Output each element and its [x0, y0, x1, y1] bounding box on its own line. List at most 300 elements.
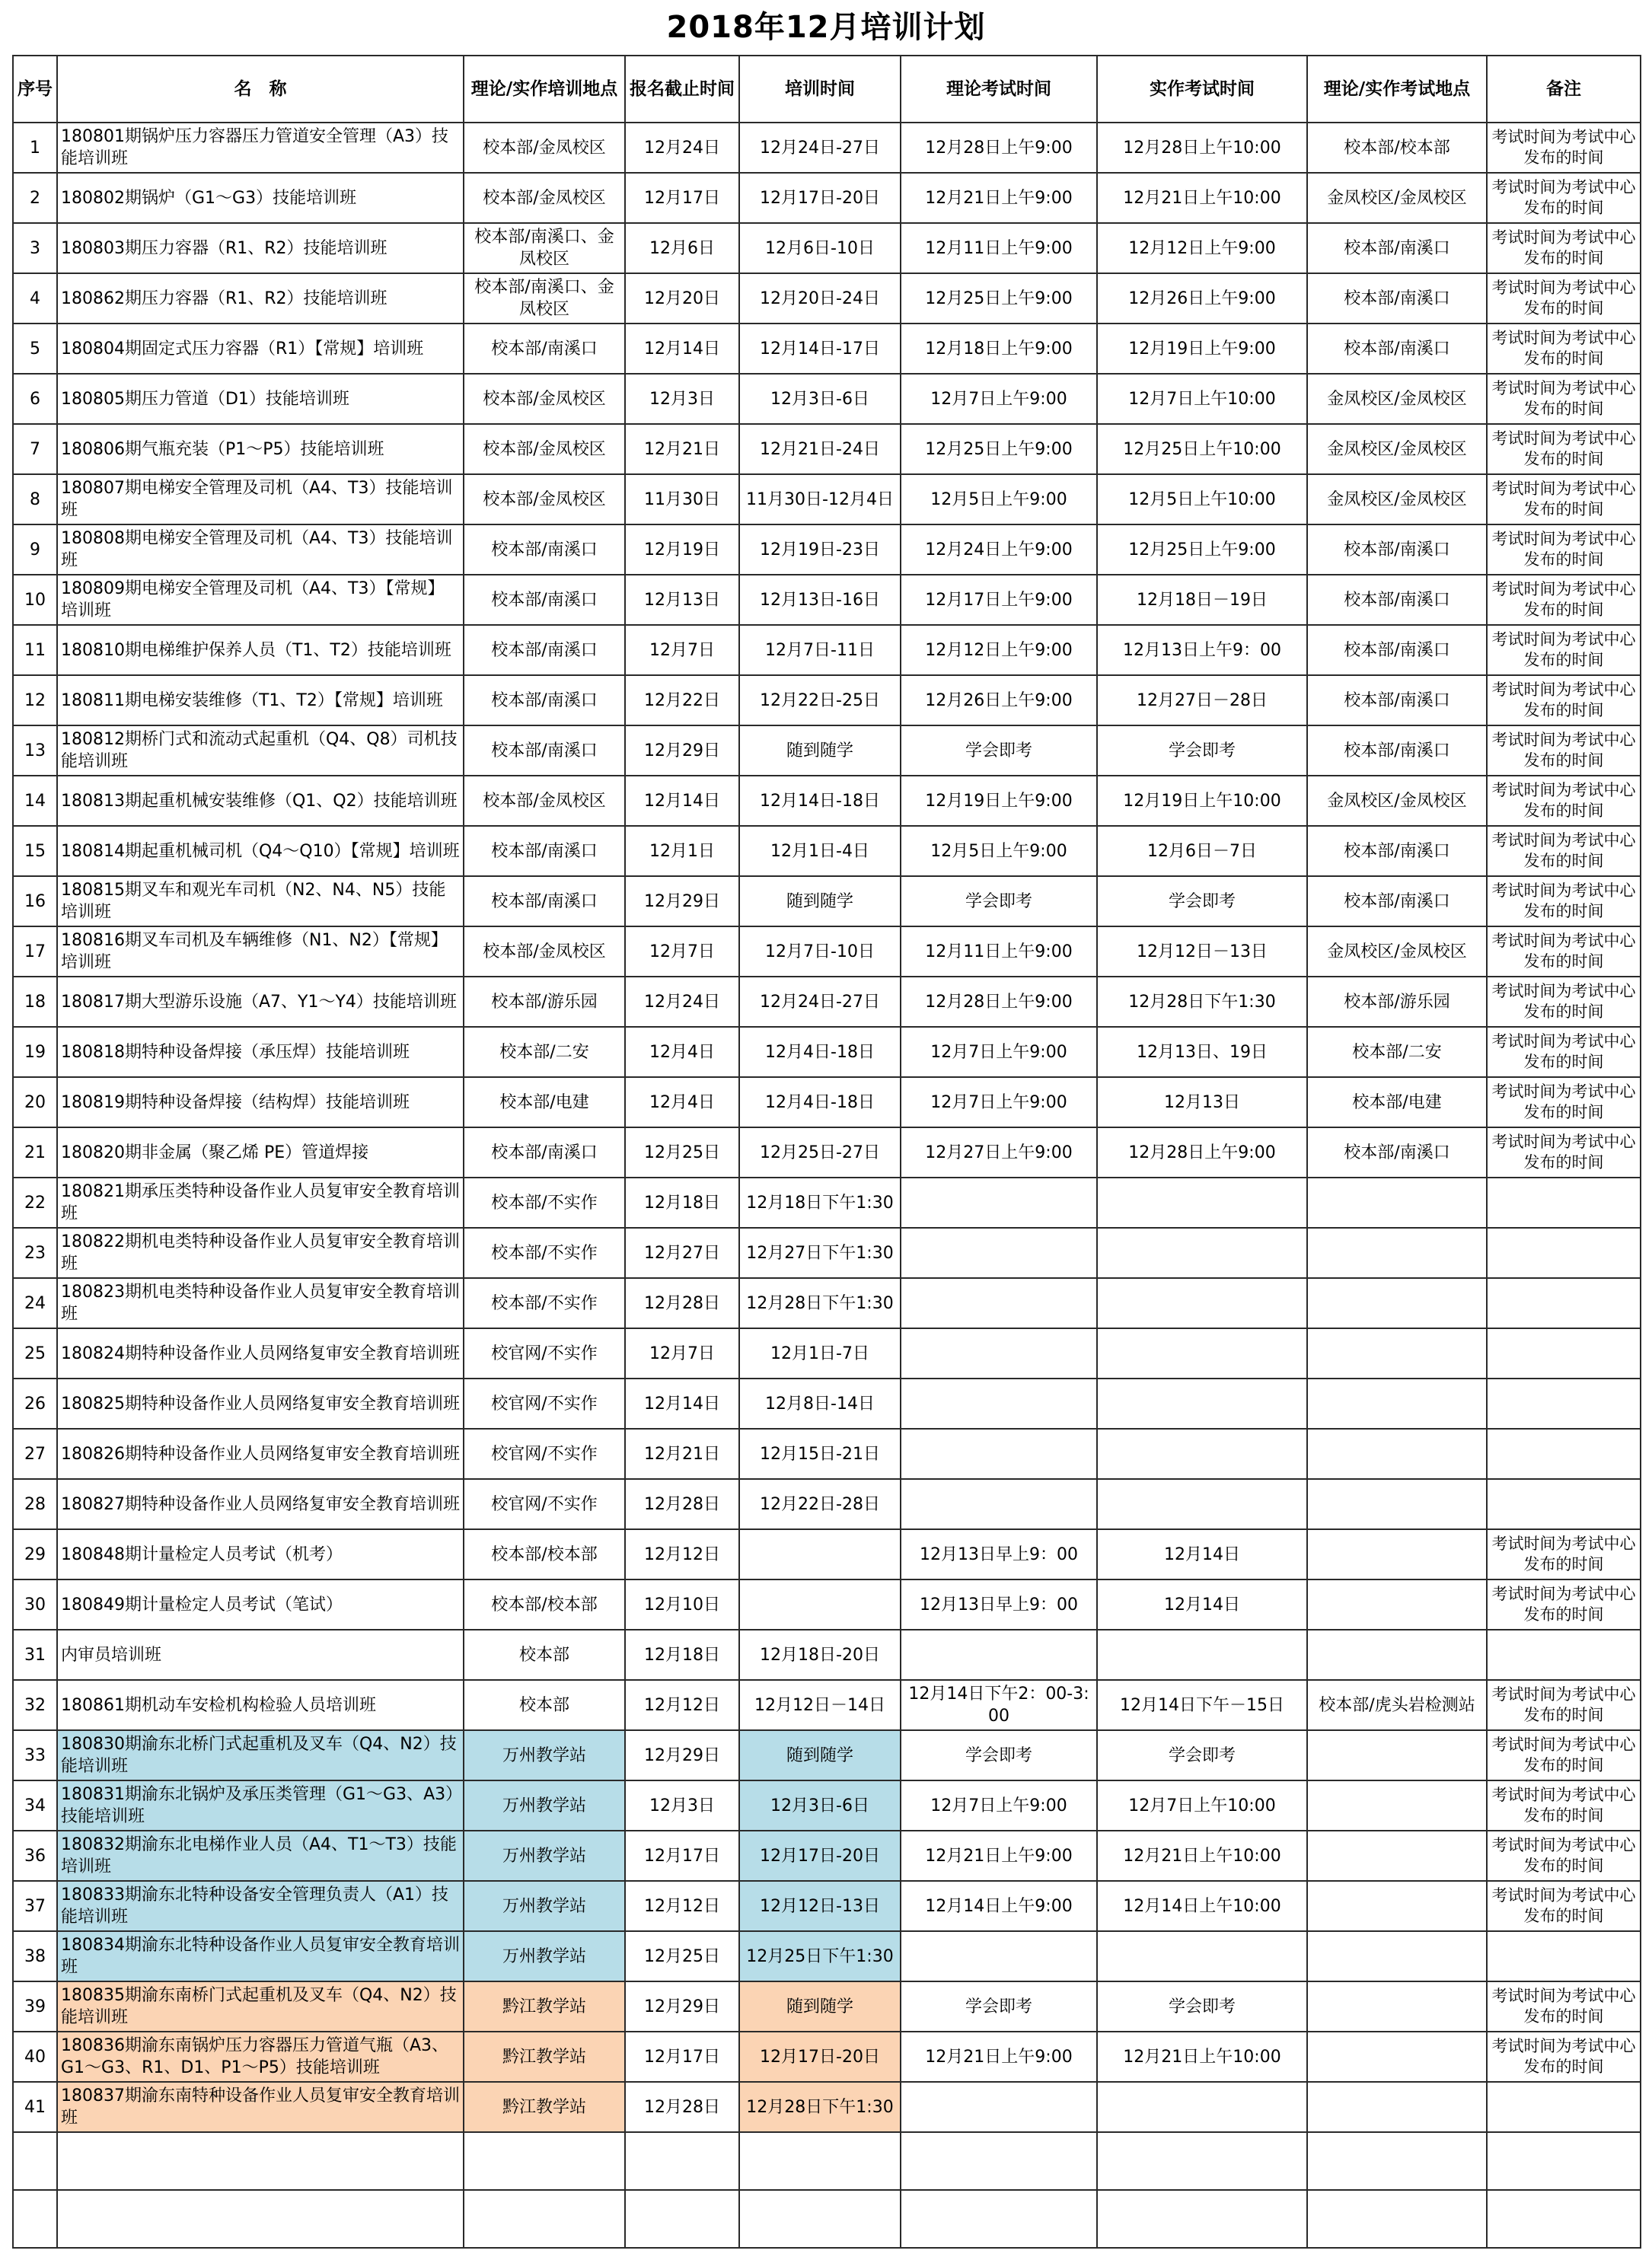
- cell-location: 校官网/不实作: [464, 1429, 625, 1479]
- cell-training-time: 12月1日-4日: [739, 826, 901, 876]
- cell-theory-exam: 12月12日上午9:00: [901, 625, 1097, 675]
- cell-no: 8: [13, 474, 57, 524]
- cell-deadline: 12月4日: [625, 1077, 739, 1127]
- table-row: [13, 1881, 1641, 1931]
- blank-cell: [464, 2190, 625, 2248]
- cell-deadline: 12月4日: [625, 1027, 739, 1077]
- cell-location: 校本部/金凤校区: [464, 374, 625, 424]
- cell-deadline: 12月12日: [625, 1680, 739, 1730]
- cell-no: 22: [13, 1178, 57, 1228]
- cell-training-time: 随到随学: [739, 1981, 901, 2032]
- cell-training-time: 12月6日-10日: [739, 223, 901, 273]
- cell-practical-exam: [1097, 1630, 1307, 1680]
- cell-deadline: 12月21日: [625, 1429, 739, 1479]
- cell-note: [1487, 2082, 1641, 2132]
- cell-training-time: 12月25日下午1:30: [739, 1931, 901, 1981]
- blank-cell: [901, 2132, 1097, 2190]
- cell-name: 180815期叉车和观光车司机（N2、N4、N5）技能培训班: [57, 876, 464, 926]
- cell-training-time: [739, 1579, 901, 1630]
- cell-no: 17: [13, 926, 57, 977]
- cell-practical-exam: 12月18日－19日: [1097, 575, 1307, 625]
- cell-training-time: 12月20日-24日: [739, 273, 901, 324]
- cell-note: [1487, 1178, 1641, 1228]
- cell-practical-exam: 12月28日上午9:00: [1097, 1127, 1307, 1178]
- cell-no: 14: [13, 776, 57, 826]
- cell-location: 校本部/南溪口: [464, 876, 625, 926]
- cell-note: 考试时间为考试中心发布的时间: [1487, 123, 1641, 173]
- blank-cell: [1307, 2190, 1487, 2248]
- table-row: [13, 1831, 1641, 1881]
- cell-location: 校本部/校本部: [464, 1529, 625, 1579]
- cell-no: 23: [13, 1228, 57, 1278]
- cell-theory-exam: 12月11日上午9:00: [901, 223, 1097, 273]
- cell-note: 考试时间为考试中心发布的时间: [1487, 876, 1641, 926]
- cell-exam-location: 校本部/南溪口: [1307, 1127, 1487, 1178]
- cell-name: 180825期特种设备作业人员网络复审安全教育培训班: [57, 1379, 464, 1429]
- cell-deadline: 12月3日: [625, 1780, 739, 1831]
- cell-theory-exam: 12月13日早上9：00: [901, 1529, 1097, 1579]
- cell-no: 31: [13, 1630, 57, 1680]
- cell-location: 万州教学站: [464, 1881, 625, 1931]
- blank-cell: [625, 2190, 739, 2248]
- cell-training-time: 12月3日-6日: [739, 374, 901, 424]
- cell-note: 考试时间为考试中心发布的时间: [1487, 524, 1641, 575]
- blank-cell: [1097, 2132, 1307, 2190]
- cell-practical-exam: [1097, 1178, 1307, 1228]
- cell-location: 校本部/南溪口: [464, 524, 625, 575]
- cell-deadline: 12月27日: [625, 1228, 739, 1278]
- cell-training-time: 12月7日-11日: [739, 625, 901, 675]
- table-row: [13, 1479, 1641, 1529]
- cell-deadline: 12月22日: [625, 675, 739, 725]
- cell-note: 考试时间为考试中心发布的时间: [1487, 1981, 1641, 2032]
- cell-note: 考试时间为考试中心发布的时间: [1487, 424, 1641, 474]
- cell-practical-exam: [1097, 1228, 1307, 1278]
- cell-deadline: 12月17日: [625, 2032, 739, 2082]
- cell-practical-exam: 学会即考: [1097, 1981, 1307, 2032]
- cell-location: 校本部/不实作: [464, 1278, 625, 1328]
- table-row: [13, 173, 1641, 223]
- cell-theory-exam: [901, 1630, 1097, 1680]
- cell-practical-exam: 12月14日下午－15日: [1097, 1680, 1307, 1730]
- cell-name: 180816期叉车司机及车辆维修（N1、N2）【常规】培训班: [57, 926, 464, 977]
- table-row: [13, 123, 1641, 173]
- table-row: [13, 1579, 1641, 1630]
- cell-location: 校本部/校本部: [464, 1579, 625, 1630]
- cell-practical-exam: 12月13日上午9：00: [1097, 625, 1307, 675]
- cell-deadline: 12月29日: [625, 876, 739, 926]
- cell-deadline: 12月17日: [625, 173, 739, 223]
- cell-deadline: 11月30日: [625, 474, 739, 524]
- cell-practical-exam: 12月19日上午9:00: [1097, 324, 1307, 374]
- table-row: [13, 1278, 1641, 1328]
- cell-note: 考试时间为考试中心发布的时间: [1487, 324, 1641, 374]
- cell-note: [1487, 1479, 1641, 1529]
- cell-no: 33: [13, 1730, 57, 1780]
- cell-name: 180836期渝东南锅炉压力容器压力管道气瓶（A3、G1～G3、R1、D1、P1～P5）技能培训班: [57, 2032, 464, 2082]
- cell-training-time: 12月12日-13日: [739, 1881, 901, 1931]
- cell-note: 考试时间为考试中心发布的时间: [1487, 1529, 1641, 1579]
- cell-name: 180837期渝东南特种设备作业人员复审安全教育培训班: [57, 2082, 464, 2132]
- cell-exam-location: [1307, 1881, 1487, 1931]
- cell-note: 考试时间为考试中心发布的时间: [1487, 1077, 1641, 1127]
- cell-practical-exam: 12月25日上午9:00: [1097, 524, 1307, 575]
- cell-location: 万州教学站: [464, 1931, 625, 1981]
- cell-exam-location: [1307, 2082, 1487, 2132]
- cell-theory-exam: [901, 1479, 1097, 1529]
- cell-exam-location: [1307, 1479, 1487, 1529]
- cell-name: 180808期电梯安全管理及司机（A4、T3）技能培训班: [57, 524, 464, 575]
- cell-no: 11: [13, 625, 57, 675]
- cell-training-time: 12月8日-14日: [739, 1379, 901, 1429]
- cell-location: 校本部/电建: [464, 1077, 625, 1127]
- cell-exam-location: [1307, 1278, 1487, 1328]
- cell-note: 考试时间为考试中心发布的时间: [1487, 977, 1641, 1027]
- cell-training-time: 12月25日-27日: [739, 1127, 901, 1178]
- cell-note: 考试时间为考试中心发布的时间: [1487, 826, 1641, 876]
- table-row: [13, 1931, 1641, 1981]
- blank-cell: [57, 2190, 464, 2248]
- cell-theory-exam: [901, 2082, 1097, 2132]
- cell-theory-exam: 12月17日上午9:00: [901, 575, 1097, 625]
- cell-no: 15: [13, 826, 57, 876]
- cell-training-time: 12月14日-17日: [739, 324, 901, 374]
- cell-deadline: 12月21日: [625, 424, 739, 474]
- cell-name: 180817期大型游乐设施（A7、Y1～Y4）技能培训班: [57, 977, 464, 1027]
- cell-exam-location: 校本部/虎头岩检测站: [1307, 1680, 1487, 1730]
- cell-exam-location: [1307, 1630, 1487, 1680]
- cell-location: 校本部/金凤校区: [464, 424, 625, 474]
- cell-deadline: 12月6日: [625, 223, 739, 273]
- cell-name: 180804期固定式压力容器（R1）【常规】培训班: [57, 324, 464, 374]
- cell-deadline: 12月1日: [625, 826, 739, 876]
- page-title: 2018年12月培训计划: [666, 10, 986, 45]
- cell-deadline: 12月28日: [625, 2082, 739, 2132]
- cell-practical-exam: 12月7日上午10:00: [1097, 1780, 1307, 1831]
- cell-theory-exam: 12月24日上午9:00: [901, 524, 1097, 575]
- cell-location: 校本部/南溪口、金凤校区: [464, 223, 625, 273]
- cell-practical-exam: 12月7日上午10:00: [1097, 374, 1307, 424]
- cell-name: 180861期机动车安检机构检验人员培训班: [57, 1680, 464, 1730]
- cell-training-time: 随到随学: [739, 725, 901, 776]
- cell-name: 180802期锅炉（G1～G3）技能培训班: [57, 173, 464, 223]
- cell-exam-location: 金凤校区/金凤校区: [1307, 374, 1487, 424]
- blank-cell: [739, 2190, 901, 2248]
- cell-deadline: 12月13日: [625, 575, 739, 625]
- cell-theory-exam: 学会即考: [901, 1981, 1097, 2032]
- blank-cell: [625, 2132, 739, 2190]
- cell-theory-exam: 学会即考: [901, 1730, 1097, 1780]
- cell-practical-exam: 12月25日上午10:00: [1097, 424, 1307, 474]
- cell-deadline: 12月19日: [625, 524, 739, 575]
- blank-cell: [739, 2132, 901, 2190]
- table-row: [13, 1379, 1641, 1429]
- cell-practical-exam: 12月13日: [1097, 1077, 1307, 1127]
- cell-deadline: 12月17日: [625, 1831, 739, 1881]
- cell-practical-exam: 12月19日上午10:00: [1097, 776, 1307, 826]
- cell-name: 180824期特种设备作业人员网络复审安全教育培训班: [57, 1328, 464, 1379]
- cell-no: 37: [13, 1881, 57, 1931]
- cell-no: 24: [13, 1278, 57, 1328]
- cell-training-time: 12月1日-7日: [739, 1328, 901, 1379]
- cell-note: 考试时间为考试中心发布的时间: [1487, 1579, 1641, 1630]
- cell-practical-exam: [1097, 1379, 1307, 1429]
- cell-practical-exam: 12月26日上午9:00: [1097, 273, 1307, 324]
- cell-note: 考试时间为考试中心发布的时间: [1487, 1680, 1641, 1730]
- cell-deadline: 12月7日: [625, 625, 739, 675]
- cell-exam-location: 金凤校区/金凤校区: [1307, 424, 1487, 474]
- table-row: [13, 2032, 1641, 2082]
- cell-location: 校本部/金凤校区: [464, 474, 625, 524]
- cell-no: 16: [13, 876, 57, 926]
- blank-cell: [1097, 2190, 1307, 2248]
- cell-practical-exam: [1097, 1278, 1307, 1328]
- header-cell-practical-exam: 实作考试时间: [1097, 56, 1307, 123]
- table-row: [13, 926, 1641, 977]
- cell-training-time: 12月24日-27日: [739, 977, 901, 1027]
- cell-name: 180834期渝东北特种设备作业人员复审安全教育培训班: [57, 1931, 464, 1981]
- cell-exam-location: [1307, 1780, 1487, 1831]
- cell-location: 校官网/不实作: [464, 1328, 625, 1379]
- cell-no: 20: [13, 1077, 57, 1127]
- table-row: [13, 1228, 1641, 1278]
- cell-practical-exam: 12月21日上午10:00: [1097, 2032, 1307, 2082]
- cell-name: 180809期电梯安全管理及司机（A4、T3）【常规】培训班: [57, 575, 464, 625]
- cell-training-time: 12月14日-18日: [739, 776, 901, 826]
- cell-deadline: 12月28日: [625, 1278, 739, 1328]
- cell-deadline: 12月28日: [625, 1479, 739, 1529]
- cell-note: 考试时间为考试中心发布的时间: [1487, 273, 1641, 324]
- cell-training-time: 12月24日-27日: [739, 123, 901, 173]
- cell-no: 41: [13, 2082, 57, 2132]
- cell-location: 校本部/不实作: [464, 1228, 625, 1278]
- cell-practical-exam: 12月14日: [1097, 1529, 1307, 1579]
- cell-note: [1487, 1278, 1641, 1328]
- cell-no: 38: [13, 1931, 57, 1981]
- cell-exam-location: [1307, 1228, 1487, 1278]
- cell-theory-exam: 12月7日上午9:00: [901, 1077, 1097, 1127]
- cell-exam-location: 校本部/南溪口: [1307, 524, 1487, 575]
- cell-note: 考试时间为考试中心发布的时间: [1487, 223, 1641, 273]
- cell-theory-exam: 12月7日上午9:00: [901, 374, 1097, 424]
- table-row: [13, 1077, 1641, 1127]
- cell-training-time: 12月27日下午1:30: [739, 1228, 901, 1278]
- blank-cell: [1487, 2190, 1641, 2248]
- cell-note: 考试时间为考试中心发布的时间: [1487, 675, 1641, 725]
- cell-no: 34: [13, 1780, 57, 1831]
- cell-no: 19: [13, 1027, 57, 1077]
- cell-note: 考试时间为考试中心发布的时间: [1487, 173, 1641, 223]
- cell-theory-exam: 12月25日上午9:00: [901, 273, 1097, 324]
- cell-practical-exam: 12月6日－7日: [1097, 826, 1307, 876]
- cell-theory-exam: [901, 1429, 1097, 1479]
- cell-exam-location: 校本部/南溪口: [1307, 876, 1487, 926]
- cell-name: 180826期特种设备作业人员网络复审安全教育培训班: [57, 1429, 464, 1479]
- cell-no: 6: [13, 374, 57, 424]
- cell-practical-exam: 12月12日－13日: [1097, 926, 1307, 977]
- cell-training-time: 12月21日-24日: [739, 424, 901, 474]
- table-row: [13, 776, 1641, 826]
- cell-theory-exam: 12月25日上午9:00: [901, 424, 1097, 474]
- cell-exam-location: 校本部/校本部: [1307, 123, 1487, 173]
- cell-theory-exam: 12月21日上午9:00: [901, 2032, 1097, 2082]
- cell-exam-location: 校本部/南溪口: [1307, 273, 1487, 324]
- blank-cell: [13, 2190, 57, 2248]
- cell-theory-exam: 12月11日上午9:00: [901, 926, 1097, 977]
- cell-exam-location: 金凤校区/金凤校区: [1307, 173, 1487, 223]
- cell-no: 9: [13, 524, 57, 575]
- cell-note: [1487, 1379, 1641, 1429]
- blank-row: [13, 2132, 1641, 2190]
- table-row: [13, 474, 1641, 524]
- table-row: [13, 1178, 1641, 1228]
- cell-exam-location: 校本部/游乐园: [1307, 977, 1487, 1027]
- header-cell-exam-location: 理论/实作考试地点: [1307, 56, 1487, 123]
- table-row: [13, 223, 1641, 273]
- cell-deadline: 12月29日: [625, 725, 739, 776]
- cell-theory-exam: 12月7日上午9:00: [901, 1780, 1097, 1831]
- cell-note: [1487, 1931, 1641, 1981]
- cell-practical-exam: [1097, 1931, 1307, 1981]
- cell-practical-exam: 12月14日上午10:00: [1097, 1881, 1307, 1931]
- cell-theory-exam: [901, 1178, 1097, 1228]
- cell-no: 27: [13, 1429, 57, 1479]
- cell-location: 校官网/不实作: [464, 1379, 625, 1429]
- header-cell-theory-exam: 理论考试时间: [901, 56, 1097, 123]
- training-plan-table: [12, 55, 1641, 2249]
- cell-location: 校本部/不实作: [464, 1178, 625, 1228]
- cell-name: 180848期计量检定人员考试（机考）: [57, 1529, 464, 1579]
- table-row: [13, 575, 1641, 625]
- cell-name: 180831期渝东北锅炉及承压类管理（G1～G3、A3）技能培训班: [57, 1780, 464, 1831]
- cell-no: 5: [13, 324, 57, 374]
- cell-training-time: 12月18日下午1:30: [739, 1178, 901, 1228]
- cell-no: 28: [13, 1479, 57, 1529]
- cell-name: 180811期电梯安装维修（T1、T2）【常规】培训班: [57, 675, 464, 725]
- cell-deadline: 12月14日: [625, 324, 739, 374]
- cell-practical-exam: 12月13日、19日: [1097, 1027, 1307, 1077]
- cell-training-time: 12月28日下午1:30: [739, 2082, 901, 2132]
- cell-note: [1487, 1630, 1641, 1680]
- cell-no: 39: [13, 1981, 57, 2032]
- table-row: [13, 1127, 1641, 1178]
- cell-name: 180819期特种设备焊接（结构焊）技能培训班: [57, 1077, 464, 1127]
- cell-training-time: 12月28日下午1:30: [739, 1278, 901, 1328]
- table-row: [13, 725, 1641, 776]
- cell-location: 校本部/南溪口: [464, 1127, 625, 1178]
- blank-row: [13, 2190, 1641, 2248]
- cell-deadline: 12月29日: [625, 1981, 739, 2032]
- cell-location: 校本部/二安: [464, 1027, 625, 1077]
- cell-exam-location: 金凤校区/金凤校区: [1307, 474, 1487, 524]
- cell-training-time: 12月12日－14日: [739, 1680, 901, 1730]
- cell-practical-exam: [1097, 1429, 1307, 1479]
- cell-deadline: 12月29日: [625, 1730, 739, 1780]
- cell-practical-exam: [1097, 1328, 1307, 1379]
- cell-practical-exam: [1097, 1479, 1307, 1529]
- cell-exam-location: 校本部/电建: [1307, 1077, 1487, 1127]
- cell-location: 黔江教学站: [464, 2082, 625, 2132]
- cell-practical-exam: 12月21日上午10:00: [1097, 1831, 1307, 1881]
- cell-name: 180812期桥门式和流动式起重机（Q4、Q8）司机技能培训班: [57, 725, 464, 776]
- table-row: [13, 424, 1641, 474]
- table-row: [13, 1328, 1641, 1379]
- cell-no: 30: [13, 1579, 57, 1630]
- cell-location: 万州教学站: [464, 1780, 625, 1831]
- header-row: [13, 56, 1641, 123]
- cell-theory-exam: 12月21日上午9:00: [901, 1831, 1097, 1881]
- table-row: [13, 977, 1641, 1027]
- table-row: [13, 1529, 1641, 1579]
- cell-name: 180801期锅炉压力容器压力管道安全管理（A3）技能培训班: [57, 123, 464, 173]
- cell-no: 21: [13, 1127, 57, 1178]
- cell-theory-exam: 12月7日上午9:00: [901, 1027, 1097, 1077]
- header-cell-training-time: 培训时间: [739, 56, 901, 123]
- cell-exam-location: 校本部/南溪口: [1307, 725, 1487, 776]
- cell-exam-location: 校本部/南溪口: [1307, 223, 1487, 273]
- blank-cell: [901, 2190, 1097, 2248]
- cell-name: 180862期压力容器（R1、R2）技能培训班: [57, 273, 464, 324]
- cell-exam-location: 金凤校区/金凤校区: [1307, 926, 1487, 977]
- cell-location: 校本部/南溪口: [464, 575, 625, 625]
- cell-practical-exam: 学会即考: [1097, 725, 1307, 776]
- table-row: [13, 826, 1641, 876]
- cell-name: 180803期压力容器（R1、R2）技能培训班: [57, 223, 464, 273]
- cell-name: 180822期机电类特种设备作业人员复审安全教育培训班: [57, 1228, 464, 1278]
- cell-exam-location: [1307, 1529, 1487, 1579]
- cell-theory-exam: 学会即考: [901, 876, 1097, 926]
- cell-no: 10: [13, 575, 57, 625]
- cell-theory-exam: 12月5日上午9:00: [901, 474, 1097, 524]
- table-row: [13, 1680, 1641, 1730]
- cell-exam-location: [1307, 1831, 1487, 1881]
- cell-note: [1487, 1328, 1641, 1379]
- cell-training-time: 12月19日-23日: [739, 524, 901, 575]
- cell-theory-exam: 12月28日上午9:00: [901, 123, 1097, 173]
- cell-deadline: 12月25日: [625, 1127, 739, 1178]
- cell-location: 校本部/金凤校区: [464, 776, 625, 826]
- cell-no: 26: [13, 1379, 57, 1429]
- cell-location: 黔江教学站: [464, 2032, 625, 2082]
- cell-exam-location: [1307, 1328, 1487, 1379]
- cell-theory-exam: [901, 1278, 1097, 1328]
- cell-training-time: 12月17日-20日: [739, 2032, 901, 2082]
- cell-exam-location: 校本部/南溪口: [1307, 675, 1487, 725]
- table-row: [13, 675, 1641, 725]
- blank-cell: [1307, 2132, 1487, 2190]
- cell-name: 180849期计量检定人员考试（笔试）: [57, 1579, 464, 1630]
- cell-no: 2: [13, 173, 57, 223]
- cell-no: 3: [13, 223, 57, 273]
- cell-deadline: 12月24日: [625, 123, 739, 173]
- table-body: [13, 123, 1641, 2248]
- cell-exam-location: [1307, 1931, 1487, 1981]
- cell-exam-location: 校本部/南溪口: [1307, 826, 1487, 876]
- cell-location: 校本部/南溪口、金凤校区: [464, 273, 625, 324]
- cell-no: 1: [13, 123, 57, 173]
- cell-training-time: 12月17日-20日: [739, 173, 901, 223]
- cell-deadline: 12月20日: [625, 273, 739, 324]
- header-cell-name: 名 称: [57, 56, 464, 123]
- cell-exam-location: [1307, 1981, 1487, 2032]
- cell-training-time: 12月22日-28日: [739, 1479, 901, 1529]
- table-row: [13, 273, 1641, 324]
- cell-note: 考试时间为考试中心发布的时间: [1487, 2032, 1641, 2082]
- cell-note: 考试时间为考试中心发布的时间: [1487, 1730, 1641, 1780]
- cell-training-time: 12月4日-18日: [739, 1027, 901, 1077]
- table-row: [13, 876, 1641, 926]
- cell-location: 校本部/南溪口: [464, 725, 625, 776]
